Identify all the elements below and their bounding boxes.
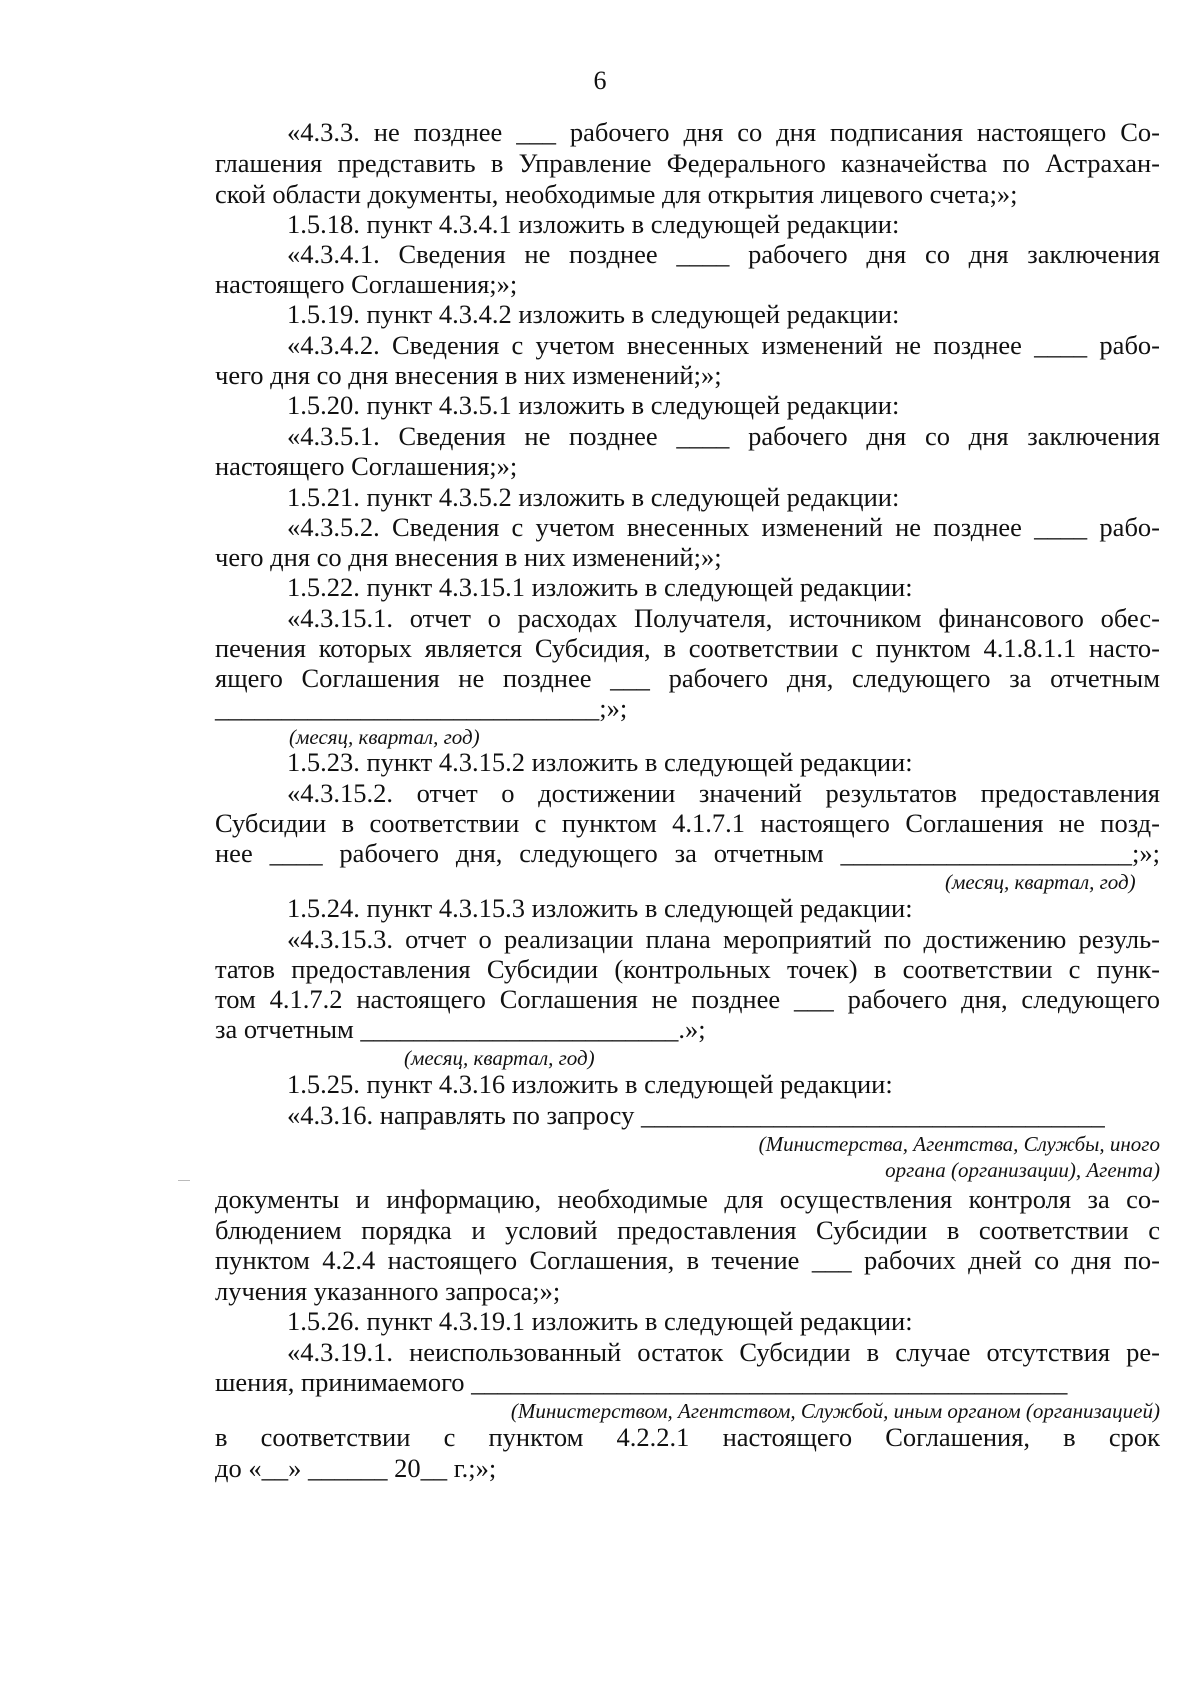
text-line: чего дня со дня внесения в них изменений;»; (215, 360, 722, 390)
text-line: «4.3.16. направлять по запросу ___________________________________ (287, 1100, 1105, 1130)
text-line: «4.3.4.2. Сведения с учетом внесенных изменений не позднее ____ рабо- (287, 330, 1160, 360)
text-line: ящего Соглашения не позднее ___ рабочего дня, следующего за отчетным (215, 663, 1160, 693)
text-line: 1.5.21. пункт 4.3.5.2 изложить в следующей редакции: (287, 482, 900, 512)
text-line: чего дня со дня внесения в них изменений;»; (215, 542, 722, 572)
text-line: «4.3.4.1. Сведения не позднее ____ рабочего дня со дня заключения (287, 239, 1160, 269)
text-line: том 4.1.7.2 настоящего Соглашения не позднее ___ рабочего дня, следующего (215, 984, 1160, 1014)
text-line: «4.3.15.2. отчет о достижении значений результатов предоставления (287, 778, 1160, 808)
text-line: за отчетным ________________________.»; (215, 1014, 706, 1044)
text-line: печения которых является Субсидия, в соответствии с пунктом 4.1.8.1.1 насто- (215, 633, 1160, 663)
text-line: 1.5.18. пункт 4.3.4.1 изложить в следующей редакции: (287, 209, 900, 239)
text-line: 1.5.25. пункт 4.3.16 изложить в следующей редакции: (287, 1069, 893, 1099)
text-line: глашения представить в Управление Федерального казначейства по Астрахан- (215, 148, 1160, 178)
text-line: в соответствии с пунктом 4.2.2.1 настоящего Соглашения, в срок (215, 1422, 1160, 1452)
text-line: «4.3.15.1. отчет о расходах Получателя, источником финансового обес- (287, 603, 1160, 633)
text-line: 1.5.24. пункт 4.3.15.3 изложить в следующей редакции: (287, 893, 913, 923)
text-line: ской области документы, необходимые для открытия лицевого счета;»; (215, 179, 1018, 209)
text-line: 1.5.19. пункт 4.3.4.2 изложить в следующей редакции: (287, 299, 900, 329)
text-line: «4.3.5.2. Сведения с учетом внесенных изменений не позднее ____ рабо- (287, 512, 1160, 542)
field-caption: (месяц, квартал, год) (945, 870, 1136, 894)
text-line: пунктом 4.2.4 настоящего Соглашения, в течение ___ рабочих дней со дня по- (215, 1245, 1160, 1275)
text-line: блюдением порядка и условий предоставления Субсидии в соответствии с (215, 1215, 1160, 1245)
text-line: нее ____ рабочего дня, следующего за отчетным ______________________;»; (215, 838, 1160, 868)
text-line: «4.3.19.1. неиспользованный остаток Субсидии в случае отсутствия ре- (287, 1337, 1160, 1367)
field-caption: (месяц, квартал, год) (289, 725, 480, 749)
field-caption: органа (организации), Агента) (885, 1158, 1160, 1182)
field-caption: (Министерством, Агентством, Службой, иным органом (организацией) (510, 1399, 1160, 1423)
text-line: 1.5.26. пункт 4.3.19.1 изложить в следующей редакции: (287, 1306, 913, 1336)
text-line: «4.3.3. не позднее ___ рабочего дня со дня подписания настоящего Со- (287, 117, 1160, 147)
text-line: «4.3.15.3. отчет о реализации плана мероприятий по достижению резуль- (287, 924, 1160, 954)
margin-mark (178, 1180, 190, 1181)
text-line: документы и информацию, необходимые для осуществления контроля за со- (215, 1184, 1160, 1214)
text-line: 1.5.22. пункт 4.3.15.1 изложить в следующей редакции: (287, 572, 913, 602)
text-line: _____________________________;»; (215, 693, 628, 723)
text-line: настоящего Соглашения;»; (215, 269, 518, 299)
text-line: «4.3.5.1. Сведения не позднее ____ рабочего дня со дня заключения (287, 421, 1160, 451)
page-number: 6 (593, 66, 607, 95)
field-caption: (месяц, квартал, год) (404, 1046, 595, 1070)
text-line: шения, принимаемого _____________________________________________ (215, 1367, 1068, 1397)
field-caption: (Министерства, Агентства, Службы, иного (758, 1132, 1160, 1156)
text-line: татов предоставления Субсидии (контрольных точек) в соответствии с пунк- (215, 954, 1160, 984)
text-line: Субсидии в соответствии с пунктом 4.1.7.1 настоящего Соглашения не позд- (215, 808, 1160, 838)
text-line: лучения указанного запроса;»; (215, 1276, 561, 1306)
text-line: 1.5.20. пункт 4.3.5.1 изложить в следующей редакции: (287, 390, 900, 420)
text-line: 1.5.23. пункт 4.3.15.2 изложить в следующей редакции: (287, 747, 913, 777)
text-line: настоящего Соглашения;»; (215, 451, 518, 481)
text-line: до «__» ______ 20__ г.;»; (215, 1453, 497, 1483)
